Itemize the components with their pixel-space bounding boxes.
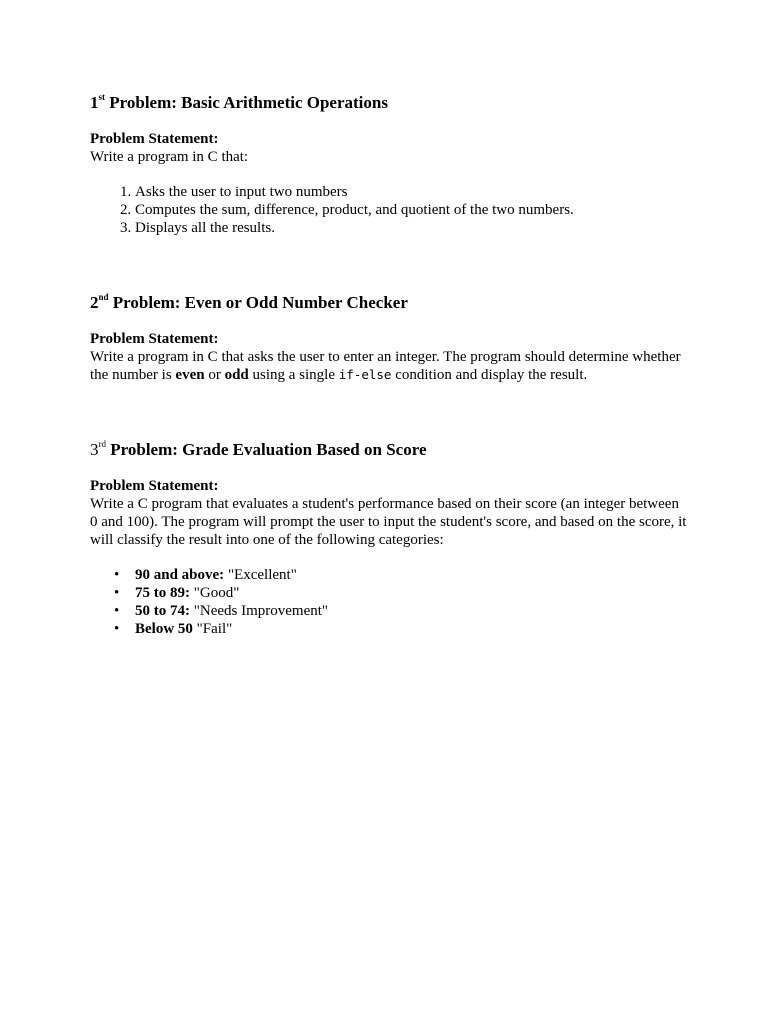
- problem-1-section: [90, 92, 690, 237]
- problem-1-intro: Write a program in C that:: [90, 149, 249, 165]
- problem-1-statement-label: Problem Statement:: [90, 131, 219, 147]
- list-item: [114, 584, 690, 602]
- statement-text: Write a program in C that asks the user to enter an integer. The program should determine whether the number is: [90, 349, 681, 383]
- problem-3-section: [90, 439, 690, 638]
- list-item: 1. Asks the user to input two numbers: [135, 183, 690, 201]
- bold-odd: odd: [224, 367, 249, 383]
- problem-2-heading: [90, 292, 690, 314]
- list-item: 3. Displays all the results.: [135, 219, 690, 237]
- grade-label: "Fail": [192, 621, 233, 637]
- problem-3-statement-label: Problem Statement:: [90, 478, 219, 494]
- problem-3-statement: Write a C program that evaluates a student's performance based on their score (an integer between 0 and 100). The program will prompt the user to input the student's score, and based on the score, it will classify the result into one of the following categories:: [90, 496, 687, 548]
- problem-1-number: 1: [90, 93, 99, 112]
- statement-text: or: [204, 367, 225, 383]
- problem-2-section: [90, 292, 690, 384]
- problem-3-number: 3: [90, 440, 99, 459]
- list-item: [114, 566, 690, 584]
- bullet-icon: •: [114, 603, 120, 619]
- grade-range: 75 to 89:: [135, 585, 190, 601]
- problem-3-title: Problem: Grade Evaluation Based on Score: [106, 440, 427, 459]
- problem-1-ordinal: st: [98, 92, 105, 103]
- problem-1-steps-list: [90, 183, 690, 237]
- problem-1-heading: [90, 92, 690, 114]
- problem-2-ordinal: nd: [98, 292, 109, 303]
- statement-text: using a single: [248, 367, 339, 383]
- grade-label: "Good": [190, 585, 240, 601]
- problem-2-number: 2: [90, 293, 99, 312]
- grade-range: 90 and above:: [135, 567, 225, 583]
- bullet-icon: •: [114, 567, 120, 583]
- grade-categories-list: [90, 566, 690, 638]
- grade-label: "Needs Improvement": [190, 603, 329, 619]
- grade-range: Below 50: [135, 621, 193, 637]
- bullet-icon: •: [114, 621, 120, 637]
- bold-even: even: [175, 367, 205, 383]
- list-item: [114, 602, 690, 620]
- problem-2-title: Problem: Even or Odd Number Checker: [108, 293, 408, 312]
- problem-2-statement: [90, 348, 690, 384]
- grade-range: 50 to 74:: [135, 603, 190, 619]
- statement-text: condition and display the result.: [391, 367, 588, 383]
- list-item: [114, 620, 690, 638]
- inline-code: if-else: [338, 367, 392, 382]
- list-item: 2. Computes the sum, difference, product, and quotient of the two numbers.: [135, 201, 690, 219]
- problem-1-title: Problem: Basic Arithmetic Operations: [105, 93, 388, 112]
- grade-label: "Excellent": [224, 567, 297, 583]
- bullet-icon: •: [114, 585, 120, 601]
- problem-2-statement-label: Problem Statement:: [90, 331, 219, 347]
- problem-3-heading: [90, 439, 690, 461]
- problem-3-ordinal: rd: [98, 439, 106, 450]
